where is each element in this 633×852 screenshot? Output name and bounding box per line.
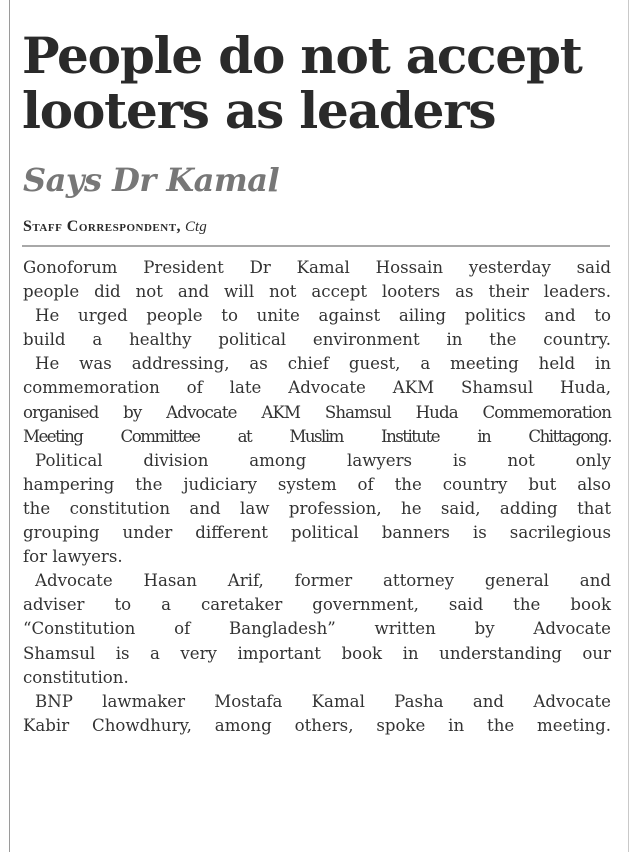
byline-author: Staff Correspondent, bbox=[23, 218, 182, 235]
body-line: the constitution and law profession, he said, adding that bbox=[23, 498, 611, 518]
byline bbox=[23, 217, 207, 237]
headline bbox=[22, 28, 622, 138]
body-line: hampering the judiciary system of the country but also bbox=[23, 474, 611, 494]
subheadline: Says Dr Kamal bbox=[23, 161, 280, 199]
body-line: Political division among lawyers is not only bbox=[35, 450, 611, 470]
byline-location: Ctg bbox=[185, 219, 207, 235]
body-line: “Constitution of Bangladesh” written by Advocate bbox=[23, 619, 611, 639]
body-line: people did not and will not accept looters as their leaders. bbox=[23, 282, 611, 302]
body-line: BNP lawmaker Mostafa Kamal Pasha and Advocate bbox=[35, 691, 611, 711]
body-line: He urged people to unite against ailing politics and to bbox=[35, 306, 611, 326]
body-line: commemoration of late Advocate AKM Shamsul Huda, bbox=[23, 378, 611, 398]
article-body bbox=[23, 256, 611, 738]
column-rule-right bbox=[628, 0, 629, 852]
body-line: organised by Advocate AKM Shamsul Huda Commemoration bbox=[23, 402, 611, 422]
body-line: Meeting Committee at Muslim Institute in Chittagong. bbox=[23, 426, 611, 446]
body-line: grouping under different political banners is sacrilegious bbox=[23, 523, 611, 543]
byline-divider bbox=[22, 245, 610, 247]
body-line: constitution. bbox=[23, 667, 129, 687]
body-line: Kabir Chowdhury, among others, spoke in the meeting. bbox=[23, 715, 611, 735]
column-rule-left bbox=[9, 0, 10, 852]
body-line: for lawyers. bbox=[23, 547, 123, 567]
body-line: Shamsul is a very important book in understanding our bbox=[23, 643, 611, 663]
body-line: Advocate Hasan Arif, former attorney general and bbox=[35, 571, 611, 591]
body-line: adviser to a caretaker government, said the book bbox=[23, 595, 611, 615]
body-line: He was addressing, as chief guest, a meeting held in bbox=[35, 354, 611, 374]
headline-line-1: People do not accept bbox=[22, 26, 582, 85]
body-line: Gonoforum President Dr Kamal Hossain yesterday said bbox=[23, 258, 611, 277]
body-line: build a healthy political environment in the country. bbox=[23, 330, 611, 350]
headline-line-2: looters as leaders bbox=[22, 81, 496, 140]
